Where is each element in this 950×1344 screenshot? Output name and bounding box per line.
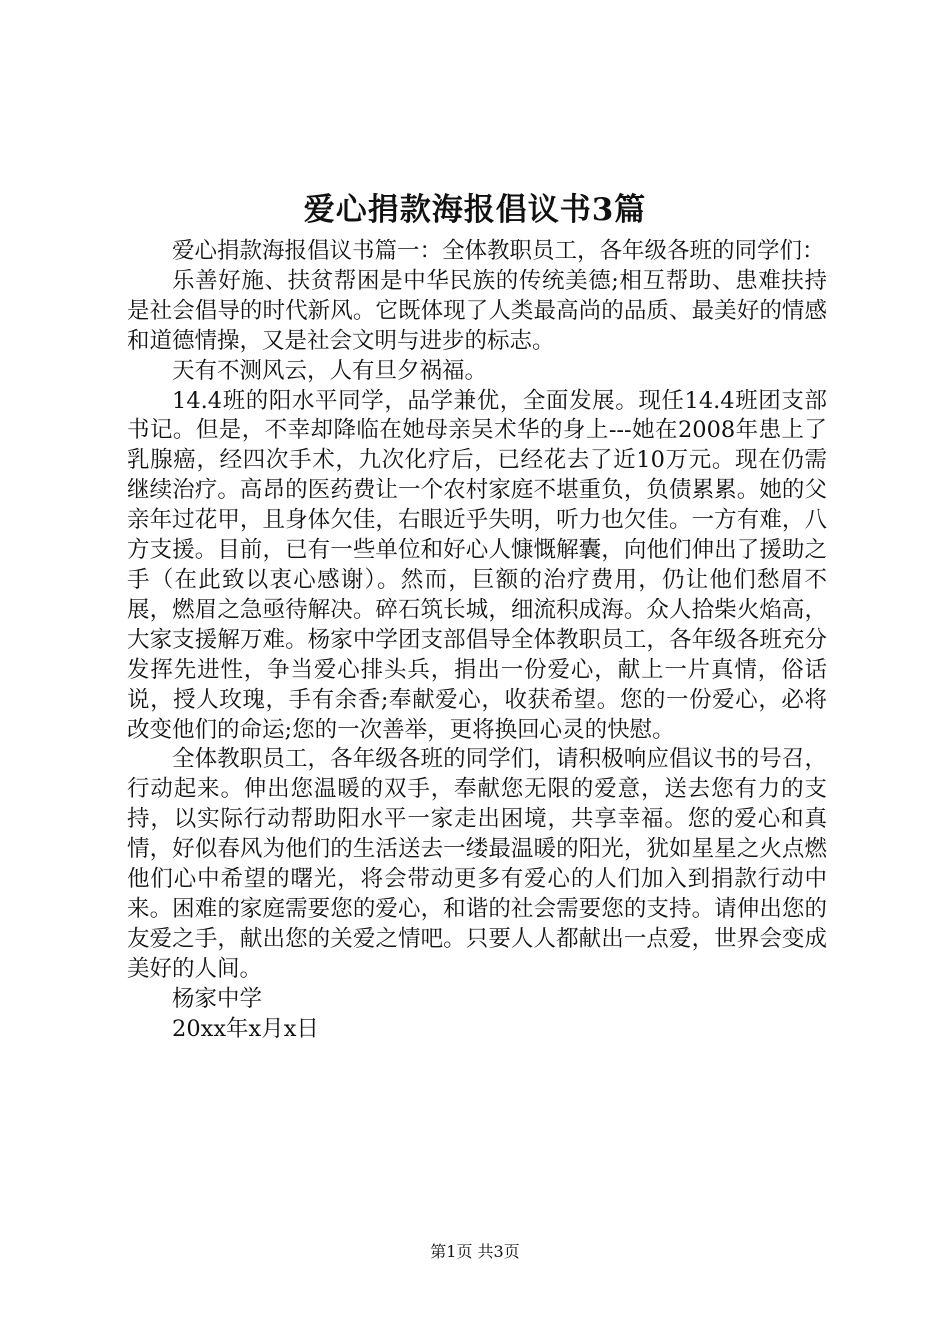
paragraph-intro: 乐善好施、扶贫帮困是中华民族的传统美德;相互帮助、患难扶持是社会倡导的时代新风。它既体现了人类最高尚的品质、最美好的情感和道德情操，又是社会文明与进步的标志。	[127, 267, 827, 354]
paragraph-story: 14.4班的阳水平同学，品学兼优，全面发展。现任14.4班团支部书记。但是，不幸却降临在她母亲吴术华的身上---她在2008年患上了乳腺癌，经四次手术，九次化疗后，已经花去了近10万元。现在仍需继续治疗。高昂的医药费让一个农村家庭不堪重负，负债累累。她的父亲年过花甲，且身体欠佳，右眼近乎失明，听力也欠佳。一方有难，八方支援。目前，已有一些单位和好心人慷慨解囊，向他们伸出了援助之手（在此致以衷心感谢）。然而，巨额的治疗费用，仍让他们愁眉不展，燃眉之急亟待解决。碎石筑长城，细流积成海。众人拾柴火焰高，大家支援解万难。杨家中学团支部倡导全体教职员工，各年级各班充分发挥先进性，争当爱心排头兵，捐出一份爱心，献上一片真情，俗话说，授人玫瑰，手有余香;奉献爱心，收获希望。您的一份爱心，必将改变他们的命运;您的一次善举，更将换回心灵的快慰。	[127, 387, 827, 743]
document-title: 爱心捐款海报倡议书3篇	[303, 192, 647, 228]
date: 20xx年x月x日	[172, 1015, 319, 1042]
salutation: 爱心捐款海报倡议书篇一：全体教职员工，各年级各班的同学们：	[172, 238, 825, 264]
paragraph-saying: 天有不测风云，人有旦夕祸福。	[172, 357, 488, 384]
signature: 杨家中学	[172, 985, 263, 1012]
paragraph-appeal: 全体教职员工，各年级各班的同学们，请积极响应倡议书的号召，行动起来。伸出您温暖的双手，奉献您无限的爱意，送去您有力的支持，以实际行动帮助阳水平一家走出困境，共享幸福。您的爱心和真情，好似春风为他们的生活送去一缕最温暖的阳光，犹如星星之火点燃他们心中希望的曙光，将会带动更多有爱心的人们加入到捐款行动中来。困难的家庭需要您的爱心，和谐的社会需要您的支持。请伸出您的友爱之手，献出您的关爱之情吧。只要人人都献出一点爱，世界会变成美好的人间。	[127, 746, 827, 982]
document-body	[127, 237, 827, 1044]
page-footer: 第1页 共3页	[430, 1242, 520, 1261]
